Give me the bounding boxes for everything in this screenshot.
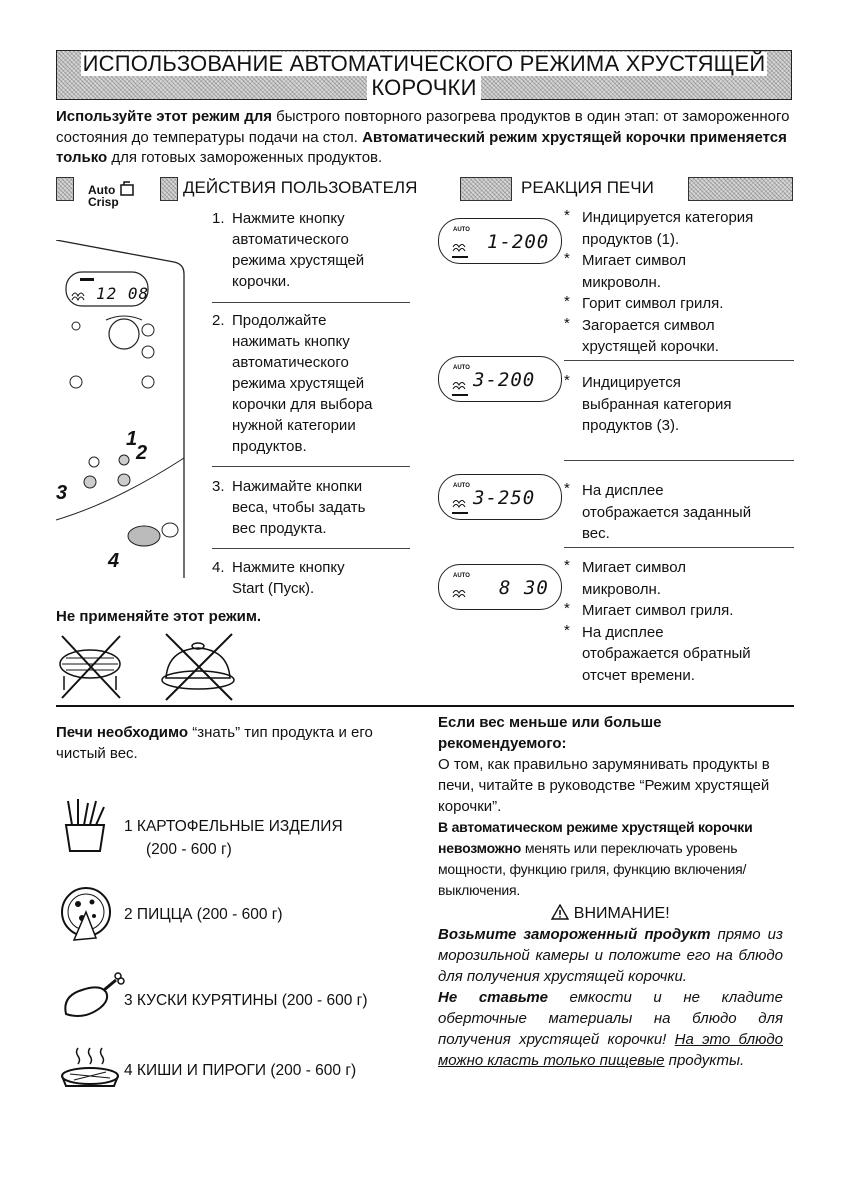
step-divider [212,548,410,549]
warning-2-underlined: На это блюдо можно класть только пищевые [438,1031,783,1069]
step-2-line: нужной категории [232,417,356,434]
bottom-left-paragraph [56,722,416,764]
bullet-star: * [564,600,570,617]
step-1-line: режима хрустящей [232,252,365,269]
warning-label: ВНИМАНИЕ! [573,905,670,922]
step-4-line: Start (Пуск). [232,580,315,597]
step-4 [212,557,408,599]
step-2 [212,310,408,457]
bullet-star: * [564,250,570,267]
reaction-line: вес. [582,525,610,542]
step-1-line: автоматического [232,231,349,248]
reaction-line: микроволн. [582,580,661,598]
auto-crisp-icon [119,180,135,196]
intro-paragraph [56,107,796,169]
warning-title [438,903,783,924]
lcd-display-1 [438,218,562,264]
intro-text-1: быстрого повторного разогрева продуктов в один этап: от замороженного состояния до температуры подачи на стол. [56,108,790,146]
step-1 [212,208,408,292]
panel-display-value: 12 08 [96,284,150,303]
step-4-number: 4. [212,559,225,576]
chicken-leg-icon [60,970,126,1024]
reaction-3 [564,480,792,545]
weight-heading: Если вес меньше или больше рекомендуемого: [438,714,662,752]
step-2-number: 2. [212,312,225,329]
step-1-number: 1. [212,210,225,227]
intro-bold-1: Используйте этот режим для [56,108,272,125]
bullet-star: * [564,207,570,224]
reaction-divider [564,460,794,461]
category-1-range: (200 - 600 г) [146,841,232,858]
lcd-auto-label: AUTO [453,573,470,579]
warning-1-text: прямо из морозильной камеры и положите его на блюдо для получения хрустящей корочки. [438,926,783,985]
title-line-1: ИСПОЛЬЗОВАНИЕ АВТОМАТИЧЕСКОГО РЕЖИМА ХРУСТЯЩЕЙ [82,51,766,76]
oven-control-panel [56,240,188,580]
warning-2-text: емкости и не кладите оберточные материалы на блюдо для получения хрустящей корочки! [438,989,783,1048]
step-2-line: нажимать кнопку [232,333,350,350]
intro-bold-2: Автоматический режим хрустящей корочки применяется только [56,128,787,166]
auto-crisp-label [88,180,135,208]
reaction-line: продуктов (1). [582,230,680,248]
reaction-line: Мигает символ [582,252,686,269]
crossed-rack-icon [60,636,120,698]
lcd-auto-label: AUTO [453,483,470,489]
category-1 [124,818,343,859]
header-square-4 [688,177,793,201]
warning-2-end: продукты. [664,1052,745,1069]
bullet-star: * [564,314,570,332]
warning-1-bold: Возьмите замороженный продукт [438,926,711,943]
reaction-line: На дисплее [582,623,664,641]
reaction-line: Мигает символ гриля. [582,602,734,619]
category-4: 4 КИШИ И ПИРОГИ (200 - 600 г) [124,1062,357,1079]
lcd-display-3-text: 3-250 [473,487,536,509]
do-not-use-icons [56,632,256,704]
reaction-4 [564,557,792,686]
step-3-line: веса, чтобы задать [232,499,366,516]
step-4-line: Нажмите кнопку [232,559,345,576]
bullet-star: * [564,480,570,497]
panel-label-2: 2 [136,442,148,464]
lcd-auto-label: AUTO [453,227,470,233]
lcd-display-2 [438,356,562,402]
lcd-display-3 [438,474,562,520]
reaction-line: Индицируется [582,374,681,391]
reaction-line: На дисплее [582,482,664,499]
pizza-icon [56,884,120,944]
section-separator [56,705,794,707]
lcd-display-2-text: 3-200 [473,369,536,391]
auto-label: Auto [88,183,116,197]
reaction-line: Загорается символ [582,316,715,334]
category-2: 2 ПИЦЦА (200 - 600 г) [124,906,283,923]
auto-mode-text: менять или переключать уровень мощности, функцию гриля, функцию включения/выключения. [438,840,747,898]
panel-label-1: 1 [126,428,138,450]
reaction-line: хрустящей корочки. [582,338,719,355]
bottom-left-bold: Печи необходимо [56,724,189,741]
reaction-line: Индицируется категория [582,209,754,226]
quiche-pie-icon [60,1044,124,1094]
step-2-line: продуктов. [232,438,307,455]
header-square-2 [160,177,178,201]
step-2-line: корочки для выбора [232,396,373,413]
right-column [438,712,783,1071]
step-3 [212,476,408,539]
fries-icon [60,797,116,853]
step-2-line: Продолжайте [232,312,327,329]
step-1-line: Нажмите кнопку [232,210,345,227]
step-3-number: 3. [212,478,225,495]
bottom-left-text: “знать” тип продукта и его чистый вес. [56,724,373,762]
user-actions-header: ДЕЙСТВИЯ ПОЛЬЗОВАТЕЛЯ [183,178,418,197]
reaction-divider [564,547,794,548]
header-square-1 [56,177,74,201]
step-3-line: Нажимайте кнопки [232,478,363,495]
reaction-line: отсчет времени. [582,666,695,684]
step-2-line: автоматического [232,354,349,371]
reaction-divider [564,360,794,361]
crisp-label: Crisp [88,195,119,209]
step-divider [212,302,410,303]
bullet-star: * [564,557,570,574]
reaction-2 [564,372,792,437]
bullet-star: * [564,372,570,389]
weight-paragraph: О том, как правильно зарумянивать продукты в печи, читайте в руководстве “Режим хрустящей корочки”. [438,756,770,815]
title-line-2: КОРОЧКИ [367,76,480,100]
reaction-line: выбранная категория [582,395,732,413]
reaction-line: Мигает символ [582,559,686,576]
lcd-display-4-text: 8 30 [499,577,549,599]
lcd-display-4 [438,564,562,610]
bullet-star: * [564,293,570,310]
bullet-star: * [564,621,570,639]
warning-icon [551,904,569,920]
step-1-line: корочки. [232,273,291,290]
lcd-display-1-text: 1-200 [487,231,550,253]
page-title [56,50,792,100]
reaction-line: отображается обратный [582,645,751,662]
lcd-auto-label: AUTO [453,365,470,371]
step-3-line: вес продукта. [232,520,327,537]
auto-mode-bold: В автоматическом режиме хрустящей корочки невозможно [438,819,753,856]
do-not-use-label: Не применяйте этот режим. [56,608,262,625]
step-2-line: режима хрустящей [232,375,365,392]
reaction-line: микроволн. [582,273,661,291]
reaction-1 [564,207,792,358]
category-1-label: 1 КАРТОФЕЛЬНЫЕ ИЗДЕЛИЯ [124,818,343,835]
oven-reaction-header: РЕАКЦИЯ ПЕЧИ [521,178,654,197]
panel-label-4: 4 [108,550,120,572]
reaction-line: отображается заданный [582,503,752,521]
step-divider [212,466,410,467]
header-square-3 [460,177,512,201]
reaction-line: продуктов (3). [582,417,680,434]
category-3: 3 КУСКИ КУРЯТИНЫ (200 - 600 г) [124,992,368,1009]
reaction-line: Горит символ гриля. [582,295,724,312]
warning-2-bold: Не ставьте [438,989,548,1006]
crossed-cover-icon [162,634,234,700]
panel-label-3: 3 [56,482,68,504]
intro-text-2: для готовых замороженных продуктов. [107,149,383,166]
